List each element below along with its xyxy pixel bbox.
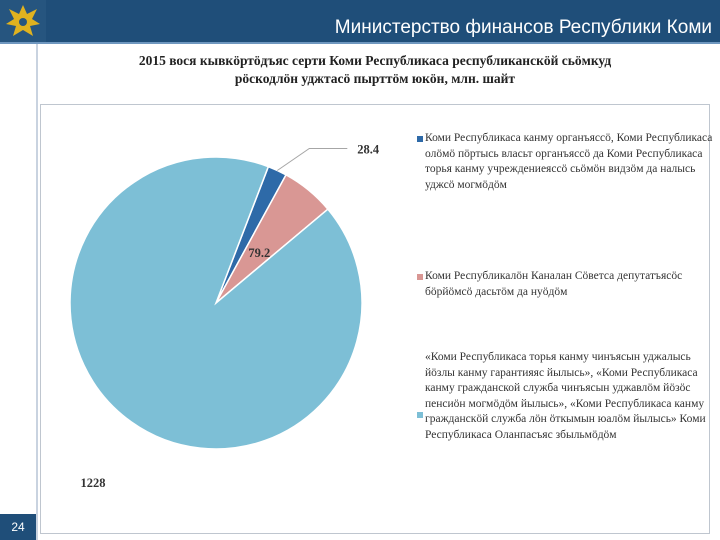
page-number: 24 [11, 520, 25, 534]
legend-swatch-1 [417, 136, 423, 142]
legend-item-3 [425, 350, 715, 443]
komi-emblem-icon [0, 0, 46, 44]
legend-item-2 [425, 269, 715, 300]
header-bar [0, 0, 720, 44]
page-number-box [0, 514, 36, 540]
legend-label-2: Коми Республикалӧн Каналан Сӧветса депутатъясӧс бӧрйӧмсӧ дасьтӧм да нуӧдӧм [425, 270, 683, 298]
data-label-2: 79.2 [248, 245, 271, 260]
data-label-3: 1228 [80, 476, 106, 490]
side-divider [36, 44, 38, 540]
header-stripe [0, 42, 720, 44]
side-bar [0, 44, 36, 540]
legend-swatch-2 [417, 274, 423, 280]
chart-title-line-2: рӧскодлӧн уджтасӧ пырттӧм юкӧн, млн. шайт [234, 71, 516, 86]
legend-item-1 [425, 131, 715, 193]
data-label-1: 28.4 [357, 142, 380, 157]
chart-title-line-1: 2015 вося кывкӧртӧдъяс серти Коми Республикаса республиканскӧй сьӧмкуд [138, 53, 612, 68]
legend-label-3: «Коми Республикаса торья канму чинъясын уджалысь йӧзлы канму гарантияяс йылысь», «Коми Республикаса канму гражданской служба чинъясын уджавлӧм йӧзӧс пенсиӧн могмӧдӧм йылысь», «Коми Республикаса канму гражданскӧй служба лӧн ӧткымын юалӧм йылысь» Коми Республикаса Оланпасъяс збыльмӧдӧм [425, 351, 706, 441]
chart-title-box [40, 52, 710, 98]
ministry-name: Министерство финансов Республики Коми [334, 17, 712, 38]
leader-line-1 [277, 148, 347, 170]
legend-swatch-3 [417, 412, 423, 418]
legend-label-1: Коми Республикаса канму органъяссӧ, Коми Республикаса олӧмӧ пӧртысь власьт органъяссӧ да Коми Республикаса торья канму учреждениеяссӧ сьӧмӧн видзӧм да налысь уджсӧ могмӧдӧм [425, 132, 713, 191]
chart-frame [40, 104, 713, 534]
